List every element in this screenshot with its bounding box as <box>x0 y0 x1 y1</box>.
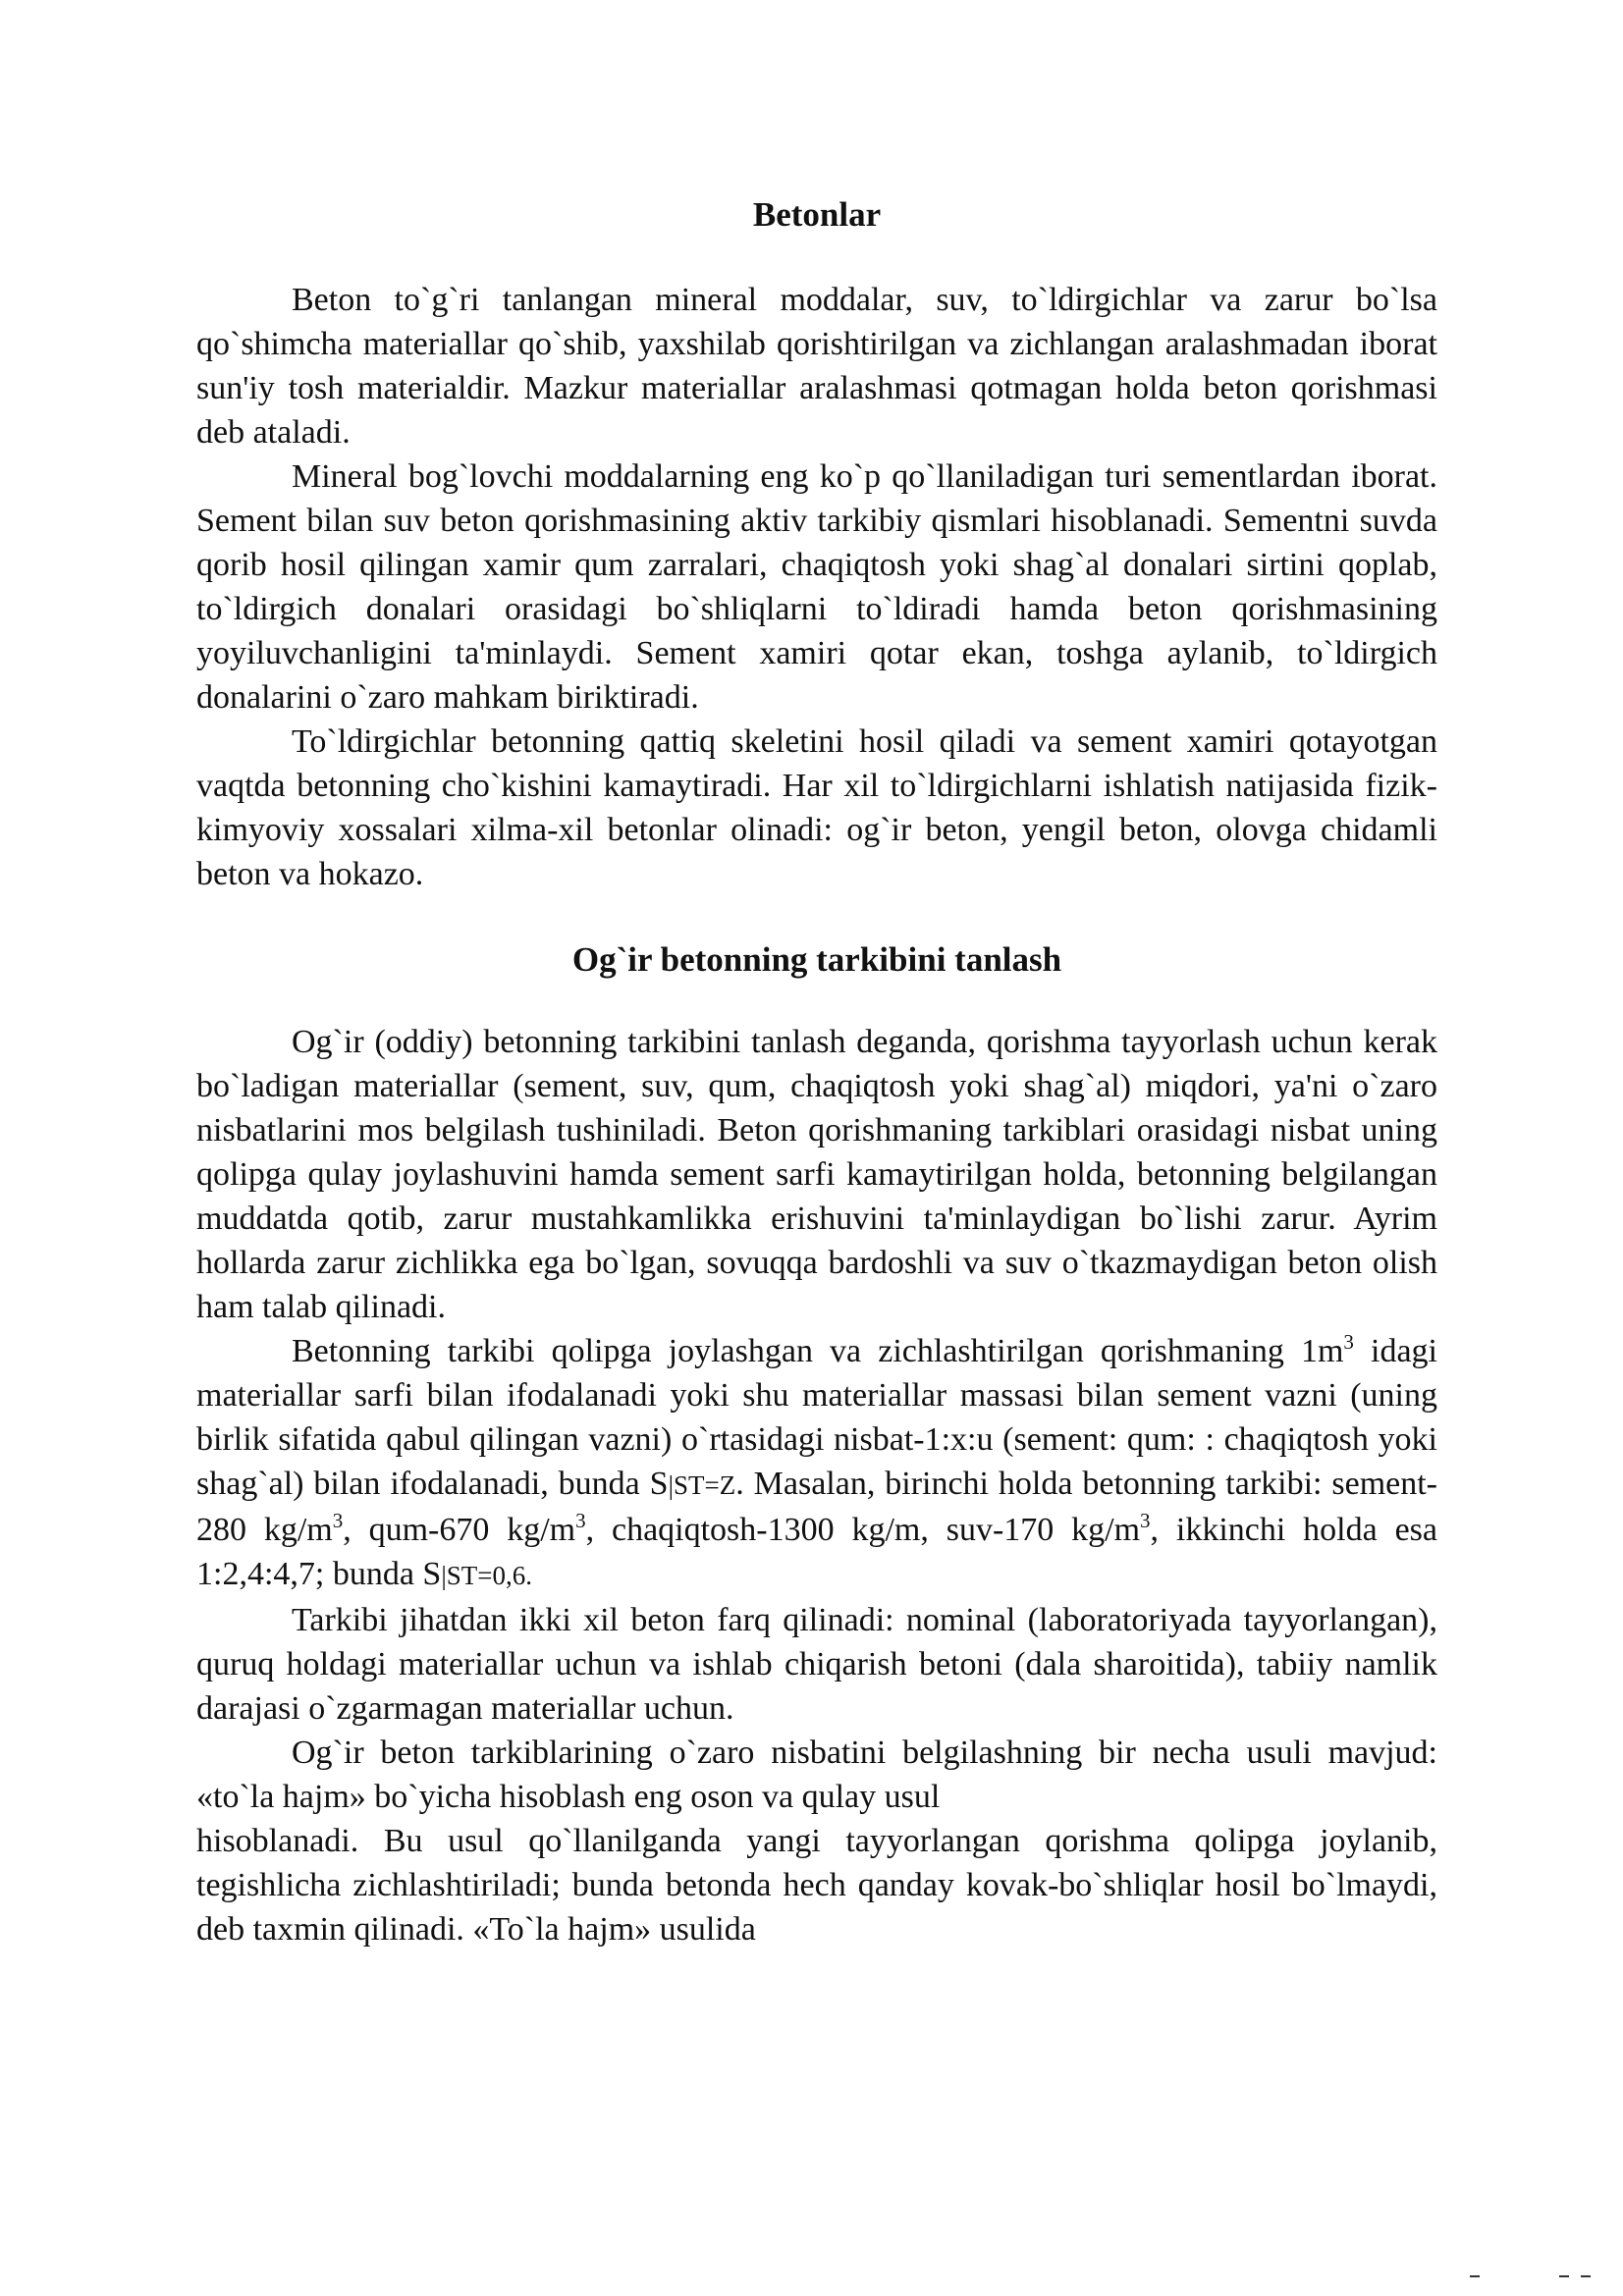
ratio-text-c: . Masalan, birinchi holda betonning tarkibi: sement-280 kg/m <box>196 1466 1438 1548</box>
ratio-text-a: Betonning tarkibi qolipga joylashgan va zichlashtirilgan qorishmaning 1m <box>292 1333 1344 1369</box>
ratio-text-d: , qum-670 kg/m <box>343 1512 576 1548</box>
footer-dash <box>1559 2275 1569 2277</box>
paragraph-methods: Og`ir beton tarkiblarining o`zaro nisbatini belgilashning bir necha usuli mavjud: «to`la hajm» bo`yicha hisoblash eng oson va qulay usul <box>196 1735 1437 1815</box>
paragraph-aggregates: To`ldirgichlar betonning qattiq skeletini hosil qiladi va sement xamiri qotayotgan vaqtda betonning cho`kishini kamaytiradi. Har xil to`ldirgichlarni ishlatish natijasida fizik-kimyoviy xossalari xilma-xil betonlar olinadi: og`ir beton, yengil beton, olovga chidamli beton va hokazo. <box>196 723 1437 892</box>
paragraph-full-volume: hisoblanadi. Bu usul qo`llanilganda yangi tayyorlangan qorishma qolipga joylanib, tegishlicha zichlashtiriladi; bunda betonda hech qanday kovak-bo`shliqlar hosil bo`lmaydi, deb taxmin qilinadi. «To`la hajm» usulida <box>196 1823 1437 1948</box>
superscript: 3 <box>575 1509 586 1532</box>
paragraph-concrete-types: Tarkibi jihatdan ikki xil beton farq qilinadi: nominal (laboratoriyada tayyorlangan), quruq holdagi materiallar uchun va ishlab chiqarish betoni (dala sharoitida), tabiiy namlik darajasi o`zgarmagan materiallar uchun. <box>196 1602 1437 1727</box>
ratio-formula: |ST=0,6. <box>441 1561 532 1590</box>
superscript: 3 <box>332 1509 344 1532</box>
paragraph-intro: Beton to`g`ri tanlangan mineral moddalar, suv, to`ldirgichlar va zarur bo`lsa qo`shimcha materiallar qo`shib, yaxshilab qorishtirilgan va zichlangan aralashmadan iborat sun'iy tosh materialdir. Mazkur materiallar aralashmasi qotmagan holda beton qorishmasi deb ataladi. <box>196 282 1437 451</box>
ratio-formula: |ST=Z <box>668 1470 736 1500</box>
superscript: 3 <box>1343 1330 1354 1354</box>
superscript: 3 <box>1140 1509 1151 1532</box>
ratio-text-f: , ikkinchi holda esa 1:2,4:4,7; bunda S <box>196 1512 1437 1592</box>
paragraph-binders: Mineral bog`lovchi moddalarning eng ko`p qo`llaniladigan turi sementlardan iborat. Sement bilan suv beton qorishmasining aktiv tarkibiy qismlari hisoblanadi. Sementni suvda qorib hosil qilingan xamir qum zarralari, chaqiqtosh yoki shag`al donalari sirtini qoplab, to`ldirgich donalari orasidagi bo`shliqlarni to`ldiradi hamda beton qorishmasining yoyiluvchanligini ta'minlaydi. Sement xamiri qotar ekan, toshga aylanib, to`ldirgich donalarini o`zaro mahkam biriktiradi. <box>196 458 1437 716</box>
document-title: Betonlar <box>752 195 882 234</box>
footer-dash <box>1470 2275 1480 2277</box>
paragraph-composition-selection: Og`ir (oddiy) betonning tarkibini tanlash deganda, qorishma tayyorlash uchun kerak bo`ladigan materiallar (sement, suv, qum, chaqiqtosh yoki shag`al) miqdori, ya'ni o`zaro nisbatlarini mos belgilash tushiniladi. Beton qorishmaning tarkiblari orasidagi nisbat uning qolipga qulay joylashuvini hamda sement sarfi kamaytirilgan holda, betonning belgilangan muddatda qotib, zarur mustahkamlikka erishuvini ta'minlaydigan bo`lishi zarur. Ayrim hollarda zarur zichlikka ega bo`lgan, sovuqqa bardoshli va suv o`tkazmaydigan beton olish ham talab qilinadi. <box>196 1024 1437 1325</box>
footer-dash <box>1581 2275 1591 2277</box>
ratio-text-e: , chaqiqtosh-1300 kg/m, suv-170 kg/m <box>585 1512 1141 1548</box>
document-page <box>196 192 1437 1951</box>
paragraph-composition-ratio <box>196 1329 1437 1598</box>
section-heading: Og`ir betonning tarkibini tanlash <box>571 940 1062 979</box>
ratio-text-b: idagi materiallar sarfi bilan ifodalanadi yoki shu materiallar massasi bilan sement vazni (uning birlik sifatida qabul qilingan vazni) o`rtasidagi nisbat-1:x:u (sement: qum: : chaqiqtosh yoki shag`al) bilan ifodalanadi, bunda S <box>196 1333 1437 1502</box>
